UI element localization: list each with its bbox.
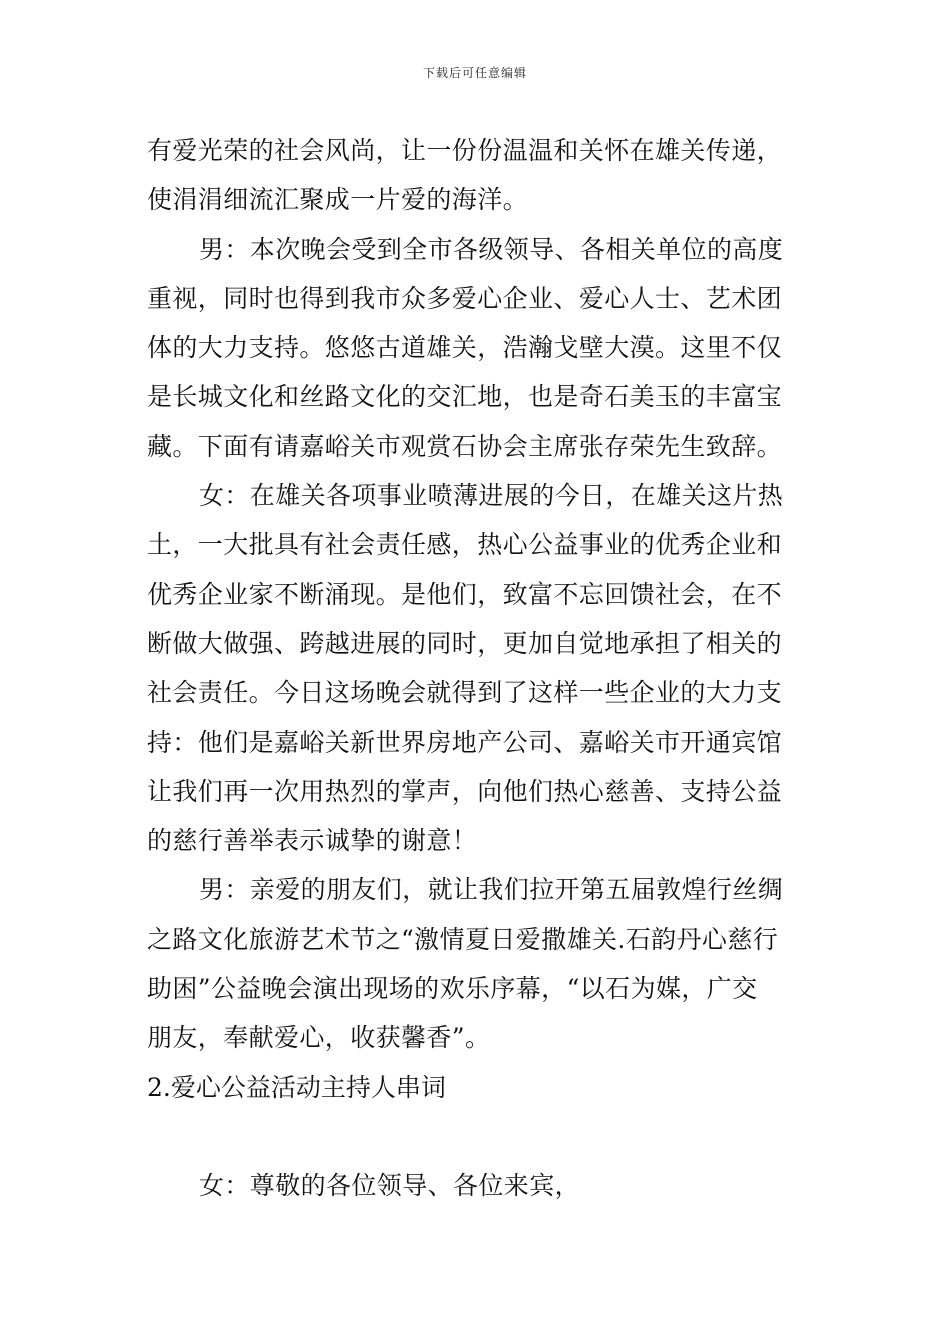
text-line: 是长城文化和丝路文化的交汇地，也是奇石美玉的丰富宝: [147, 382, 783, 412]
document-body: [147, 126, 807, 1211]
paragraph-5: [147, 1161, 807, 1210]
text-line: 断做大做强、跨越进展的同时，更加自觉地承担了相关的: [147, 628, 783, 658]
text-line: 女：在雄关各项事业喷薄进展的今日，在雄关这片热: [199, 481, 784, 511]
text-line: 朋友，奉献爱心，收获馨香”。: [147, 1023, 491, 1053]
section-title: 2.爱心公益活动主持人串词: [147, 1072, 446, 1102]
text-line: 持：他们是嘉峪关新世界房地产公司、嘉峪关市开通宾馆: [147, 727, 783, 757]
text-line: 的慈行善举表示诚挚的谢意！: [147, 826, 478, 856]
text-line: 优秀企业家不断涌现。是他们，致富不忘回馈社会，在不: [147, 579, 783, 609]
text-line: 土，一大批具有社会责任感，热心公益事业的优秀企业和: [147, 530, 783, 560]
text-line: 藏。下面有请嘉峪关市观赏石协会主席张存荣先生致辞。: [147, 431, 783, 461]
text-line: 男：本次晚会受到全市各级领导、各相关单位的高度: [199, 234, 784, 264]
text-line: 让我们再一次用热烈的掌声，向他们热心慈善、支持公益: [147, 776, 783, 806]
text-line: 之路文化旅游艺术节之“激情夏日爱撒雄关.石韵丹心慈行: [147, 924, 779, 954]
blank-line: [147, 1112, 807, 1161]
text-line: 男：亲爱的朋友们，就让我们拉开第五届敦煌行丝绸: [199, 875, 784, 905]
paragraph-3: [147, 471, 807, 865]
text-line: 体的大力支持。悠悠古道雄关，浩瀚戈壁大漠。这里不仅: [147, 333, 783, 363]
page-header: 下载后可任意编辑: [422, 66, 527, 80]
text-line: 有爱光荣的社会风尚，让一份份温温和关怀在雄关传递，: [147, 136, 783, 165]
paragraph-2: [147, 225, 807, 471]
text-line: 女：尊敬的各位领导、各位来宾，: [199, 1171, 581, 1201]
paragraph-4: [147, 865, 807, 1062]
text-line: 社会责任。今日这场晚会就得到了这样一些企业的大力支: [147, 678, 783, 708]
text-line: 助困”公益晚会演出现场的欢乐序幕，“以石为媒，广交: [147, 974, 758, 1004]
paragraph-1: [147, 126, 807, 225]
text-line: 重视，同时也得到我市众多爱心企业、爱心人士、艺术团: [147, 283, 783, 313]
text-line: 使涓涓细流汇聚成一片爱的海洋。: [147, 185, 529, 215]
